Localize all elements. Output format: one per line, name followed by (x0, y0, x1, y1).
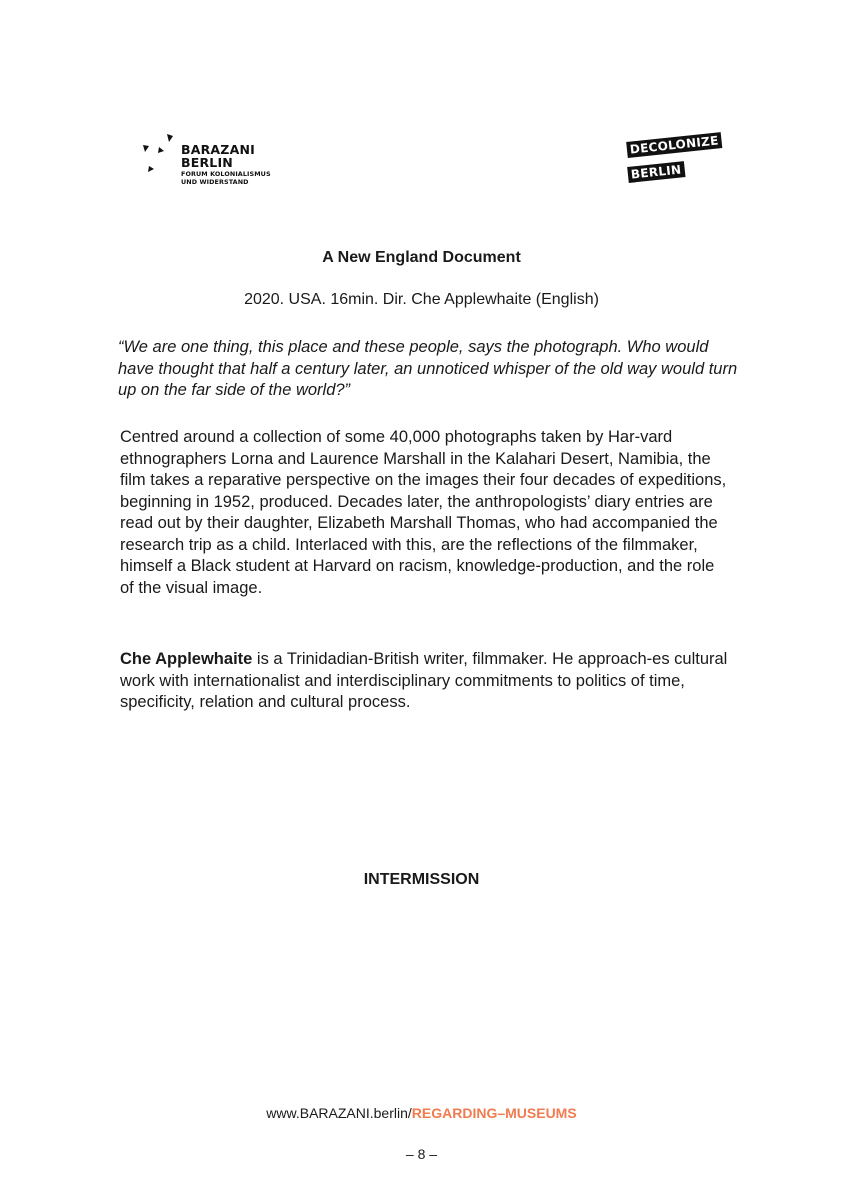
film-quote: “We are one thing, this place and these people, says the photograph. Who would have thought that half a century later, an unnoticed whisper of the old way would turn up on the far side of the world?” (118, 338, 738, 399)
barazani-berlin-logo (140, 133, 290, 193)
decolonize-logo-line1: DECOLONIZE (626, 132, 722, 158)
barazani-logo-sub2: UND WIDERSTAND (181, 178, 249, 186)
decolonize-berlin-logo (627, 133, 720, 190)
film-title: A New England Document (322, 249, 521, 266)
footer-link[interactable] (0, 1105, 843, 1121)
barazani-logo-subtitle (181, 170, 271, 186)
barazani-logo-name (181, 143, 255, 169)
barazani-logo-sub1: FORUM KOLONIALISMUS (181, 170, 271, 178)
footer-url-prefix[interactable]: www.BARAZANI.berlin/ (266, 1105, 412, 1121)
filmmaker-name: Che Applewhaite (120, 650, 253, 668)
filmmaker-bio (120, 649, 730, 714)
barazani-logo-line1: BARAZANI (181, 142, 255, 157)
film-description: Centred around a collection of some 40,000 photographs taken by Har-vard ethnographers Lorna and Laurence Marshall in the Kalahari Desert, Namibia, the film takes a reparative perspective on the images their four decades of expeditions, beginning in 1952, produced. Decades later, the anthropologists’ diary entries are read out by their daughter, Elizabeth Marshall Thomas, who had accompanied the research trip as a child. Interlaced with this, are the reflections of the filmmaker, himself a Black student at Harvard on racism, knowledge-production, and the role of the visual image. (120, 428, 727, 597)
decolonize-logo-line2: BERLIN (627, 161, 685, 183)
filmmaker-bio-text: is a Trinidadian-British writer, filmmaker. He approach-es cultural work with internationalist and interdisciplinary commitments to politics of time, specificity, relation and cultural process. (120, 650, 728, 711)
intermission-heading: INTERMISSION (363, 871, 480, 888)
page-number: – 8 – (405, 1146, 438, 1162)
footer-url-accent[interactable]: REGARDING–MUSEUMS (411, 1105, 577, 1121)
barazani-triangles-icon (140, 133, 180, 183)
film-meta: 2020. USA. 16min. Dir. Che Applewhaite (English) (244, 291, 599, 308)
barazani-logo-line2: BERLIN (181, 155, 233, 170)
